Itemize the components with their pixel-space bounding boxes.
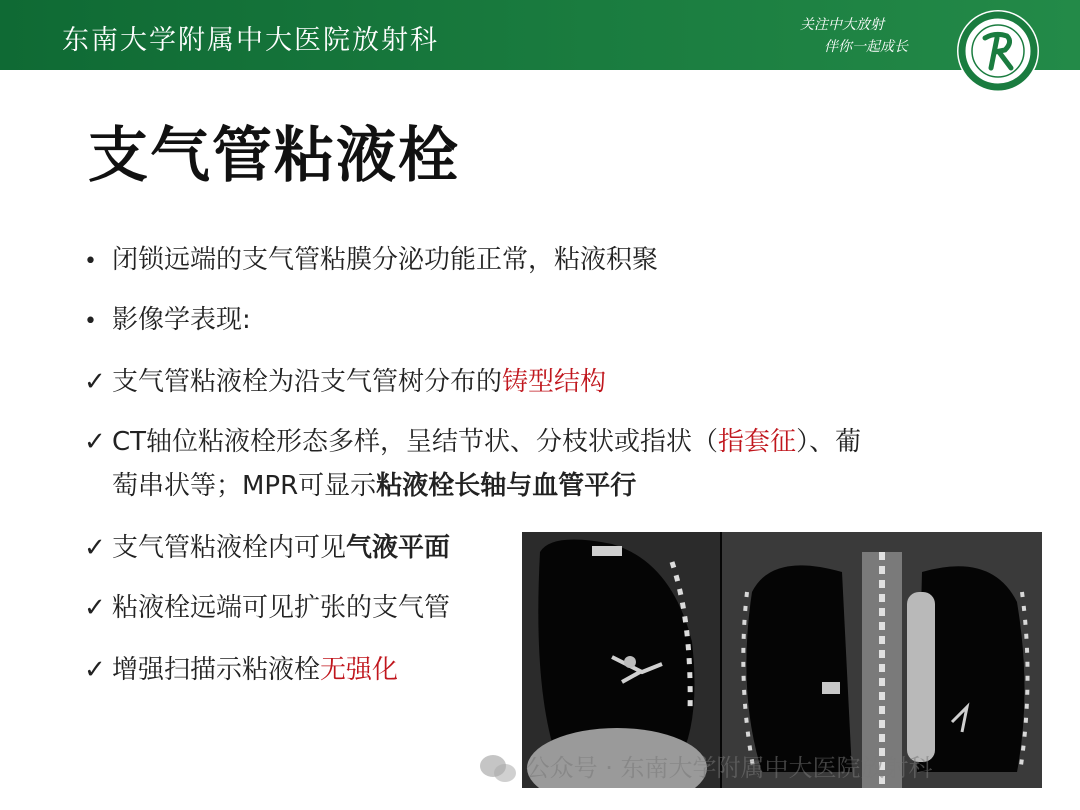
bullet-dot-icon: • — [84, 309, 97, 334]
watermark: 公众号 · 东南大学附属中大医院放射科 — [478, 748, 933, 785]
checkmark-icon: ✓ — [84, 533, 106, 563]
checkmark-icon: ✓ — [84, 367, 106, 397]
hospital-logo — [955, 8, 1041, 94]
check-item: ✓ CT轴位粘液栓形态多样，呈结节状、分枝状或指状（指套征）、葡 — [84, 422, 861, 462]
checkmark-icon: ✓ — [84, 655, 106, 685]
checkmark-icon: ✓ — [84, 427, 106, 457]
check-item: ✓ 支气管粘液栓为沿支气管树分布的铸型结构 — [84, 362, 606, 402]
institution-name: 东南大学附属中大医院放射科 — [62, 25, 439, 56]
slide-title: 支气管粘液栓 — [88, 121, 460, 191]
wechat-icon — [478, 753, 518, 785]
header-slogan — [800, 14, 940, 58]
check-item: ✓ 粘液栓远端可见扩张的支气管 — [84, 588, 450, 628]
header-banner — [0, 0, 1080, 70]
bullet-item: • 闭锁远端的支气管粘膜分泌功能正常，粘液积聚 — [84, 240, 658, 282]
check-item-continuation: 萄串状等；MPR可显示粘液栓长轴与血管平行 — [112, 471, 637, 501]
bullet-dot-icon: • — [84, 249, 97, 274]
check-item: ✓ 支气管粘液栓内可见气液平面 — [84, 528, 450, 568]
slogan-line-1: 关注中大放射 — [800, 17, 884, 33]
check-item: ✓ 增强扫描示粘液栓无强化 — [84, 650, 398, 690]
slogan-line-2: 伴你一起成长 — [824, 39, 908, 55]
checkmark-icon: ✓ — [84, 593, 106, 623]
bullet-item: • 影像学表现: — [84, 300, 251, 342]
